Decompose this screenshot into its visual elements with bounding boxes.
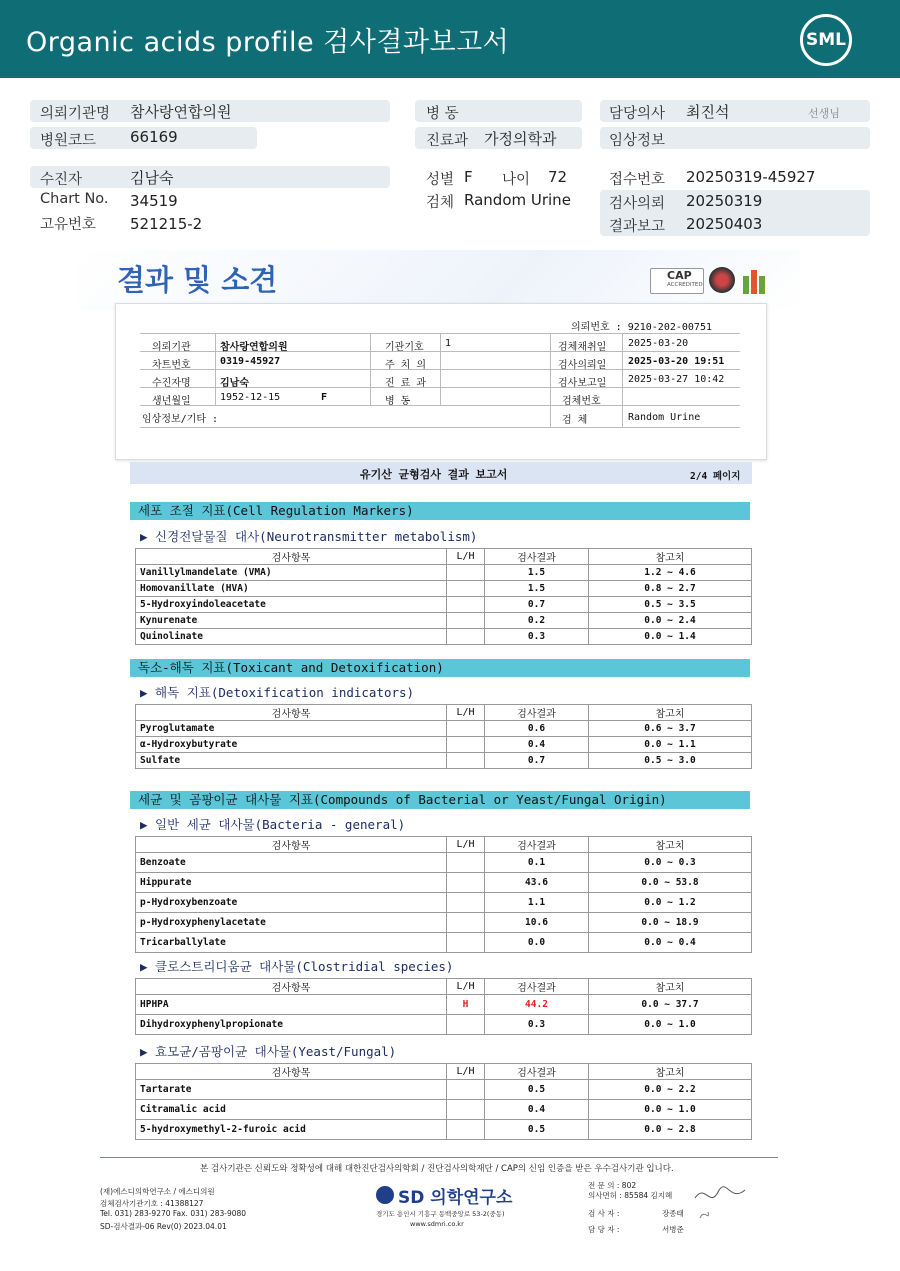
accredited-text: ACCREDITED	[667, 282, 703, 288]
footer-org1: (재)에스디의학연구소 / 에스디의원	[100, 1187, 215, 1196]
result-value: 0.4	[485, 1100, 589, 1120]
form-inst-label: 의뢰기관	[152, 342, 191, 353]
form-dob-label: 생년월일	[152, 396, 191, 407]
form-collect: 2025-03-20	[628, 338, 689, 349]
reference-range: 0.0 ~ 1.0	[589, 1015, 752, 1035]
report-title: 결과 및 소견	[117, 263, 278, 297]
form-line	[215, 333, 216, 405]
sd-brand: SD 의학연구소	[398, 1188, 513, 1208]
table-row	[136, 1120, 752, 1140]
reference-range: 0.0 ~ 1.2	[589, 893, 752, 913]
page-title: Organic acids profile 검사결과보고서	[26, 27, 510, 58]
report-label: 결과보고	[609, 219, 666, 235]
column-header: L/H	[447, 979, 485, 995]
table-row	[136, 629, 752, 645]
table-row	[136, 1080, 752, 1100]
column-header: 참고치	[589, 979, 752, 995]
group-title: ▶ 일반 세균 대사물(Bacteria - general)	[140, 817, 406, 832]
chart-label: Chart No.	[40, 191, 109, 207]
table-row	[136, 913, 752, 933]
req-no: 의뢰번호 : 9210-202-00751	[571, 322, 712, 333]
footer-org2: 검체검사기관기호 : 41388127	[100, 1199, 204, 1208]
analyte-name: HPHPA	[136, 995, 447, 1015]
seal-icon	[709, 267, 735, 293]
sml-logo: SML	[800, 14, 852, 66]
hospital-label: 의뢰기관명	[40, 106, 111, 122]
form-spec-label: 검 체	[562, 415, 588, 426]
form-name-label: 수진자명	[152, 378, 191, 389]
form-req-date: 2025-03-20 19:51	[628, 356, 725, 367]
form-dept-label: 진 료 과	[385, 378, 427, 389]
table-row	[136, 893, 752, 913]
analyte-name: Tartarate	[136, 1080, 447, 1100]
group-title: ▶ 효모균/곰팡이균 대사물(Yeast/Fungal)	[140, 1044, 397, 1059]
result-value: 0.7	[485, 597, 589, 613]
reference-range: 0.5 ~ 3.5	[589, 597, 752, 613]
column-header: 검사결과	[485, 1064, 589, 1080]
flag-cell	[447, 913, 485, 933]
analyte-name: Kynurenate	[136, 613, 447, 629]
form-line	[622, 333, 623, 427]
receipt-label: 접수번호	[609, 172, 666, 188]
column-header: L/H	[447, 837, 485, 853]
form-req-date-label: 검사의뢰일	[558, 360, 607, 371]
result-value: 0.2	[485, 613, 589, 629]
section-title: 세포 조절 지표(Cell Regulation Markers)	[130, 502, 750, 520]
table-header-row	[136, 705, 752, 721]
reference-range: 0.0 ~ 0.4	[589, 933, 752, 953]
sex-label: 성별	[426, 172, 455, 188]
section-title: 독소-해독 지표(Toxicant and Detoxification)	[130, 659, 750, 677]
table-row	[136, 737, 752, 753]
analyte-name: p-Hydroxybenzoate	[136, 893, 447, 913]
form-line	[440, 333, 441, 405]
form-line	[370, 333, 371, 405]
chart-value: 34519	[130, 192, 178, 210]
form-report-date-label: 검사보고일	[558, 378, 607, 389]
result-value: 0.0	[485, 933, 589, 953]
reference-range: 0.8 ~ 2.7	[589, 581, 752, 597]
table-row	[136, 597, 752, 613]
form-collect-label: 검체채취일	[558, 342, 607, 353]
name-value: 김남숙	[130, 169, 174, 187]
column-header: 검사결과	[485, 705, 589, 721]
group-title: ▶ 신경전달물질 대사(Neurotransmitter metabolism)	[140, 529, 478, 544]
name-row	[30, 166, 390, 188]
column-header: 검사항목	[136, 837, 447, 853]
flag-cell	[447, 1080, 485, 1100]
footer-org4: SD-검사결과-06 Rev(0) 2023.04.01	[100, 1222, 227, 1231]
flag-cell	[447, 613, 485, 629]
table-row	[136, 565, 752, 581]
result-value: 0.5	[485, 1080, 589, 1100]
result-value: 0.3	[485, 1015, 589, 1035]
form-report-date: 2025-03-27 10:42	[628, 374, 725, 385]
column-header: 검사항목	[136, 705, 447, 721]
column-header: L/H	[447, 549, 485, 565]
analyte-name: 5-Hydroxyindoleacetate	[136, 597, 447, 613]
age-label: 나이	[502, 172, 531, 188]
flag-cell: H	[447, 995, 485, 1015]
result-value: 0.3	[485, 629, 589, 645]
form-spec: Random Urine	[628, 412, 701, 423]
flag-cell	[447, 1015, 485, 1035]
reference-range: 0.0 ~ 1.4	[589, 629, 752, 645]
result-value: 44.2	[485, 995, 589, 1015]
column-header: 검사결과	[485, 837, 589, 853]
result-value: 0.1	[485, 853, 589, 873]
cap-badge	[650, 268, 704, 294]
reference-range: 0.0 ~ 37.7	[589, 995, 752, 1015]
footer-manager: 서병준	[662, 1225, 684, 1234]
results-table	[135, 978, 752, 1035]
page-number: 2/4 페이지	[690, 471, 741, 482]
form-ward-label: 병 동	[385, 396, 411, 407]
reference-range: 0.5 ~ 3.0	[589, 753, 752, 769]
results-table	[135, 836, 752, 953]
results-table	[135, 704, 752, 769]
column-header: L/H	[447, 705, 485, 721]
reference-range: 0.0 ~ 0.3	[589, 853, 752, 873]
id-value: 521215-2	[130, 215, 203, 233]
specimen-label: 검체	[426, 195, 455, 211]
flag-cell	[447, 565, 485, 581]
form-name: 김남숙	[220, 378, 249, 389]
flag-cell	[447, 721, 485, 737]
form-inst-code: 1	[445, 338, 452, 349]
footer-spec: 전 문 의 : 802	[588, 1181, 637, 1190]
reference-range: 0.0 ~ 53.8	[589, 873, 752, 893]
table-row	[136, 995, 752, 1015]
table-header-row	[136, 837, 752, 853]
results-table	[135, 548, 752, 645]
result-value: 43.6	[485, 873, 589, 893]
flag-cell	[447, 629, 485, 645]
table-row	[136, 721, 752, 737]
reference-range: 0.6 ~ 3.7	[589, 721, 752, 737]
analyte-name: Vanillylmandelate (VMA)	[136, 565, 447, 581]
form-spec-no-label: 검체번호	[562, 396, 601, 407]
reference-range: 0.0 ~ 2.4	[589, 613, 752, 629]
form-chart: 0319-45927	[220, 356, 281, 367]
request-label: 검사의뢰	[609, 196, 666, 212]
table-row	[136, 1015, 752, 1035]
analyte-name: p-Hydroxyphenylacetate	[136, 913, 447, 933]
footer-notice: 본 검사기관은 신뢰도와 정확성에 대해 대한진단검사의학회 / 진단검사의학재단 / CAP의 신임 인증을 받은 우수검사기관 입니다.	[200, 1164, 674, 1174]
form-line	[550, 333, 551, 427]
dept-value: 가정의학과	[484, 130, 557, 148]
column-header: 참고치	[589, 1064, 752, 1080]
analyte-name: Homovanillate (HVA)	[136, 581, 447, 597]
footer-license: 의사면허 : 85584 김지혜	[588, 1191, 673, 1200]
table-header-row	[136, 979, 752, 995]
result-value: 0.5	[485, 1120, 589, 1140]
column-header: 검사항목	[136, 979, 447, 995]
reference-range: 0.0 ~ 2.2	[589, 1080, 752, 1100]
column-header: 검사결과	[485, 549, 589, 565]
result-value: 1.5	[485, 581, 589, 597]
result-value: 10.6	[485, 913, 589, 933]
reference-range: 0.0 ~ 18.9	[589, 913, 752, 933]
footer-examiner: 장종태	[662, 1209, 684, 1218]
dept-label: 진료과	[426, 133, 469, 149]
clinical-label: 임상정보	[609, 133, 666, 149]
group-title: ▶ 클로스트리디움균 대사물(Clostridial species)	[140, 959, 454, 974]
age-value: 72	[548, 168, 568, 186]
form-line	[140, 405, 740, 406]
form-line	[140, 427, 740, 428]
form-chart-label: 차트번호	[152, 360, 191, 371]
institution-logo-icon	[741, 268, 767, 294]
analyte-name: Benzoate	[136, 853, 447, 873]
sd-logo-icon	[376, 1186, 394, 1204]
table-row	[136, 933, 752, 953]
form-dob: 1952-12-15	[220, 392, 281, 403]
footer-org3: Tel. 031) 283-9270 Fax. 031) 283-9080	[100, 1209, 247, 1218]
form-doc-label: 주 치 의	[385, 360, 427, 371]
column-header: 검사항목	[136, 1064, 447, 1080]
report-value: 20250403	[686, 215, 763, 233]
footer-web: www.sdmri.co.kr	[410, 1220, 464, 1228]
analyte-name: Pyroglutamate	[136, 721, 447, 737]
flag-cell	[447, 1100, 485, 1120]
column-header: 참고치	[589, 837, 752, 853]
column-header: 검사결과	[485, 979, 589, 995]
flag-cell	[447, 933, 485, 953]
analyte-name: α-Hydroxybutyrate	[136, 737, 447, 753]
specimen-value: Random Urine	[464, 191, 571, 209]
analyte-name: Hippurate	[136, 873, 447, 893]
form-clinical-label: 임상정보/기타 :	[142, 414, 219, 425]
result-value: 0.6	[485, 721, 589, 737]
table-row	[136, 873, 752, 893]
code-label: 병원코드	[40, 133, 97, 149]
doctor-suffix: 선생님	[808, 107, 840, 120]
column-header: 검사항목	[136, 549, 447, 565]
analyte-name: Sulfate	[136, 753, 447, 769]
flag-cell	[447, 737, 485, 753]
signature-image	[690, 1178, 750, 1228]
report-page-title: 유기산 균형검사 결과 보고서	[360, 468, 508, 481]
analyte-name: 5-hydroxymethyl-2-furoic acid	[136, 1120, 447, 1140]
table-header-row	[136, 1064, 752, 1080]
flag-cell	[447, 893, 485, 913]
table-row	[136, 581, 752, 597]
table-row	[136, 753, 752, 769]
receipt-value: 20250319-45927	[686, 168, 816, 186]
analyte-name: Tricarballylate	[136, 933, 447, 953]
sex-value: F	[464, 168, 473, 186]
form-inst-code-label: 기관기호	[385, 342, 424, 353]
flag-cell	[447, 1120, 485, 1140]
result-value: 0.7	[485, 753, 589, 769]
section-title: 세균 및 곰팡이균 대사물 지표(Compounds of Bacterial or Yeast/Fungal Origin)	[130, 791, 750, 809]
result-value: 1.5	[485, 565, 589, 581]
reference-range: 1.2 ~ 4.6	[589, 565, 752, 581]
table-row	[136, 853, 752, 873]
id-label: 고유번호	[40, 217, 97, 233]
ward-label: 병 동	[426, 106, 459, 122]
flag-cell	[447, 873, 485, 893]
result-value: 0.4	[485, 737, 589, 753]
column-header: L/H	[447, 1064, 485, 1080]
result-value: 1.1	[485, 893, 589, 913]
doctor-value: 최진석	[686, 103, 730, 121]
footer-manager-label: 담 당 자 :	[588, 1225, 620, 1234]
reference-range: 0.0 ~ 1.1	[589, 737, 752, 753]
analyte-name: Quinolinate	[136, 629, 447, 645]
analyte-name: Dihydroxyphenylpropionate	[136, 1015, 447, 1035]
doctor-label: 담당의사	[609, 106, 666, 122]
footer-examiner-label: 검 사 자 :	[588, 1209, 620, 1218]
table-row	[136, 1100, 752, 1120]
form-inst: 참사랑연합의원	[220, 342, 288, 353]
form-sex: F	[321, 392, 328, 403]
hospital-value: 참사랑연합의원	[130, 103, 232, 121]
column-header: 참고치	[589, 549, 752, 565]
footer-divider	[100, 1157, 778, 1158]
footer-addr: 경기도 용인시 기흥구 동백중앙로 53-2(중동)	[376, 1210, 505, 1218]
request-value: 20250319	[686, 192, 763, 210]
table-header-row	[136, 549, 752, 565]
analyte-name: Citramalic acid	[136, 1100, 447, 1120]
cap-text: CAP	[667, 269, 692, 282]
group-title: ▶ 해독 지표(Detoxification indicators)	[140, 685, 415, 700]
results-table	[135, 1063, 752, 1140]
reference-range: 0.0 ~ 2.8	[589, 1120, 752, 1140]
table-row	[136, 613, 752, 629]
column-header: 참고치	[589, 705, 752, 721]
flag-cell	[447, 597, 485, 613]
flag-cell	[447, 753, 485, 769]
flag-cell	[447, 581, 485, 597]
code-value: 66169	[130, 128, 178, 146]
flag-cell	[447, 853, 485, 873]
name-label: 수진자	[40, 172, 83, 188]
reference-range: 0.0 ~ 1.0	[589, 1100, 752, 1120]
